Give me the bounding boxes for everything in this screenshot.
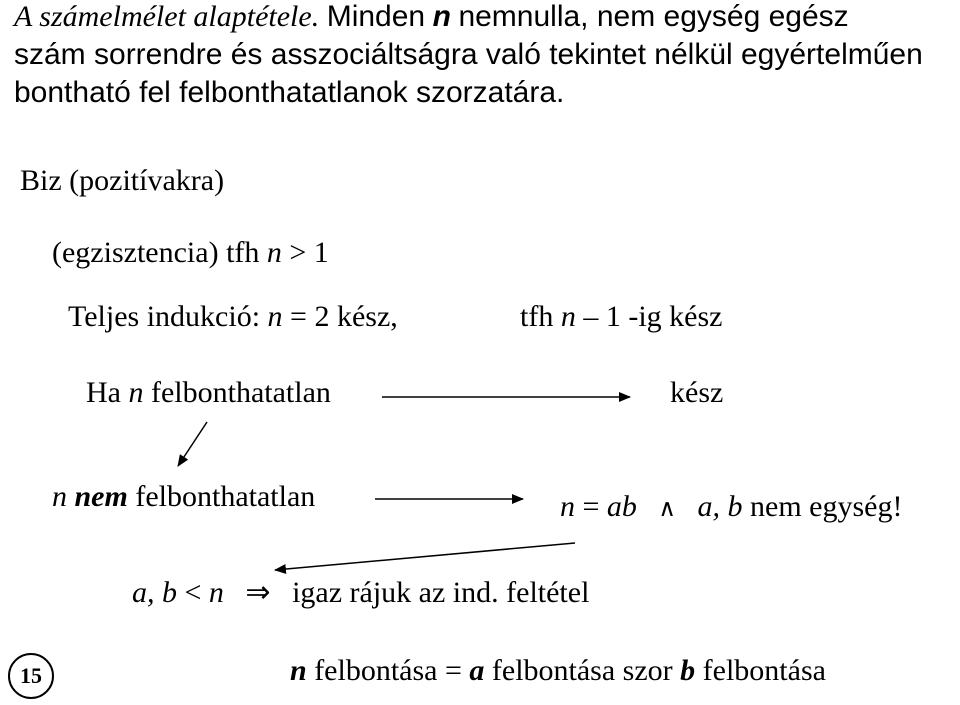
existence-label: (egzisztencia) <box>52 236 219 269</box>
theorem-line-3: bontható fel felbonthatatlanok szorzatára. <box>14 76 565 109</box>
induction-step: – 1 -ig kész <box>583 300 723 333</box>
variable-n: n <box>560 300 576 333</box>
variable-n: n <box>267 300 283 333</box>
variable-n: n <box>290 654 307 687</box>
implies-symbol: ⇒ <box>245 576 271 609</box>
condition-text: > 1 <box>289 236 329 269</box>
variable-n: n <box>266 236 282 269</box>
final-text: felbontása szor <box>491 654 673 687</box>
case-text: felbonthatatlan <box>150 376 331 409</box>
variables-a-b: a, b <box>132 576 177 609</box>
case-text: felbonthatatlan <box>135 480 316 513</box>
theorem-text: nemnulla, nem egység egész <box>458 0 849 33</box>
case-irreducible-result: kész <box>670 376 724 409</box>
case-result-text: nem egység! <box>750 490 903 523</box>
ab-conclusion: igaz rájuk az ind. feltétel <box>292 576 590 609</box>
final-text: felbontása <box>702 654 826 687</box>
arrow-to-ab-line <box>275 543 575 570</box>
product-ab: ab <box>606 490 637 523</box>
tfh-text: tfh <box>520 300 554 333</box>
theorem-title: A számelmélet alaptétele. <box>14 0 320 33</box>
less-than-sign: < <box>184 576 202 609</box>
theorem-variable-n: n <box>432 0 451 33</box>
case-ha: Ha <box>86 376 121 409</box>
induction-label: Teljes indukció: <box>68 300 261 333</box>
final-text: felbontása = <box>314 654 462 687</box>
variable-n: n <box>52 480 67 513</box>
variable-n: n <box>128 376 144 409</box>
theorem-line-2: szám sorrendre és asszociáltságra való tekintet nélkül egyértelműen <box>14 38 923 71</box>
variable-n: n <box>208 576 224 609</box>
nem-text: nem <box>74 480 128 513</box>
variable-a: a <box>469 654 485 687</box>
tfh-text: tfh <box>226 236 260 269</box>
induction-base: = 2 kész, <box>290 300 398 333</box>
proof-heading: Biz (pozitívakra) <box>20 164 225 197</box>
logical-and-symbol: ∧ <box>658 496 676 522</box>
arrow-to-case-nem <box>178 422 207 466</box>
slide-number: 15 <box>20 663 42 688</box>
variable-b: b <box>680 654 696 687</box>
variables-a-b: a, b <box>697 490 743 523</box>
variable-n: n <box>560 490 575 523</box>
equals-sign: = <box>582 490 600 523</box>
theorem-text: Minden <box>326 0 426 33</box>
